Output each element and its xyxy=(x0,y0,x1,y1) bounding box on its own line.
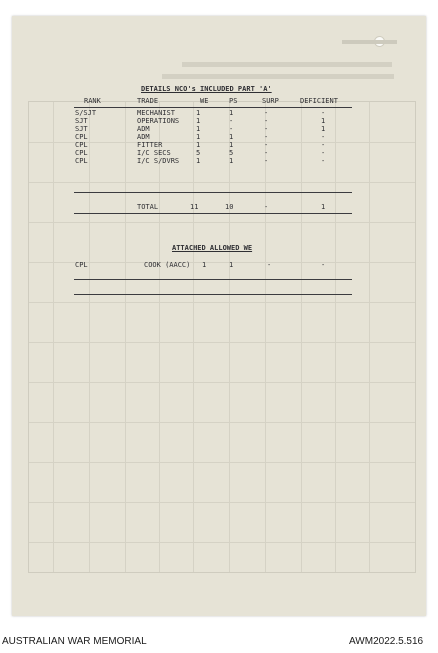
column-header-deficient: DEFICIENT xyxy=(300,97,338,105)
attached-rule-2 xyxy=(74,294,352,295)
attached-ps: 1 xyxy=(229,261,234,269)
cell-we: 1 xyxy=(196,157,201,165)
cell-rank: SJT xyxy=(75,125,88,133)
column-header-trade: TRADE xyxy=(137,97,159,105)
attached-we: 1 xyxy=(202,261,207,269)
attached-trade: COOK (AACC) xyxy=(144,261,191,269)
cell-surp: - xyxy=(264,133,269,141)
cell-deficient: 1 xyxy=(321,117,326,125)
cell-surp: - xyxy=(264,109,269,117)
attached-surp: - xyxy=(267,261,272,269)
total-bottom-rule xyxy=(74,213,352,214)
total-deficient: 1 xyxy=(321,203,326,211)
cell-surp: - xyxy=(264,117,269,125)
cell-rank: S/SJT xyxy=(75,109,97,117)
total-surp: - xyxy=(264,203,269,211)
cell-trade: I/C S/DVRS xyxy=(137,157,180,165)
total-top-rule xyxy=(74,192,352,193)
cell-surp: - xyxy=(264,157,269,165)
cell-deficient: - xyxy=(321,157,326,165)
cell-we: 5 xyxy=(196,149,201,157)
cell-rank: CPL xyxy=(75,157,88,165)
cell-deficient: - xyxy=(321,149,326,157)
cell-we: 1 xyxy=(196,141,201,149)
column-header-ps: PS xyxy=(229,97,238,105)
attached-rule-1 xyxy=(74,279,352,280)
bleed-through-form-header xyxy=(162,40,402,84)
bleed-through-form-grid xyxy=(28,101,416,573)
total-ps: 10 xyxy=(225,203,234,211)
attached-deficient: - xyxy=(321,261,326,269)
cell-rank: SJT xyxy=(75,117,88,125)
cell-deficient: - xyxy=(321,109,326,117)
total-we: 11 xyxy=(190,203,199,211)
attached-heading: ATTACHED ALLOWED WE xyxy=(172,244,253,252)
cell-ps: 1 xyxy=(229,157,234,165)
cell-deficient: 1 xyxy=(321,125,326,133)
cell-surp: - xyxy=(264,149,269,157)
cell-rank: CPL xyxy=(75,141,88,149)
cell-we: 1 xyxy=(196,109,201,117)
cell-rank: CPL xyxy=(75,149,88,157)
cell-ps: 5 xyxy=(229,149,234,157)
cell-surp: - xyxy=(264,141,269,149)
cell-deficient: - xyxy=(321,141,326,149)
footer-institution: AUSTRALIAN WAR MEMORIAL xyxy=(2,636,147,647)
cell-trade: I/C SECS xyxy=(137,149,171,157)
cell-we: 1 xyxy=(196,133,201,141)
cell-we: 1 xyxy=(196,117,201,125)
cell-surp: - xyxy=(264,125,269,133)
column-header-we: WE xyxy=(200,97,209,105)
cell-rank: CPL xyxy=(75,133,88,141)
cell-trade: OPERATIONS xyxy=(137,117,180,125)
details-heading: DETAILS NCO's INCLUDED PART 'A' xyxy=(141,85,272,93)
cell-trade: ADM xyxy=(137,133,150,141)
cell-trade: FITTER xyxy=(137,141,163,149)
document-sheet xyxy=(12,16,426,616)
header-underline xyxy=(74,107,352,108)
cell-trade: MECHANIST xyxy=(137,109,175,117)
cell-trade: ADM xyxy=(137,125,150,133)
attached-rank: CPL xyxy=(75,261,88,269)
cell-ps: - xyxy=(229,125,234,133)
total-label: TOTAL xyxy=(137,203,159,211)
footer-accession-number: AWM2022.5.516 xyxy=(349,636,424,647)
cell-we: 1 xyxy=(196,125,201,133)
column-header-surp: SURP xyxy=(262,97,279,105)
cell-ps: - xyxy=(229,117,234,125)
column-header-rank: RANK xyxy=(84,97,101,105)
cell-ps: 1 xyxy=(229,141,234,149)
cell-ps: 1 xyxy=(229,109,234,117)
cell-ps: 1 xyxy=(229,133,234,141)
cell-deficient: - xyxy=(321,133,326,141)
